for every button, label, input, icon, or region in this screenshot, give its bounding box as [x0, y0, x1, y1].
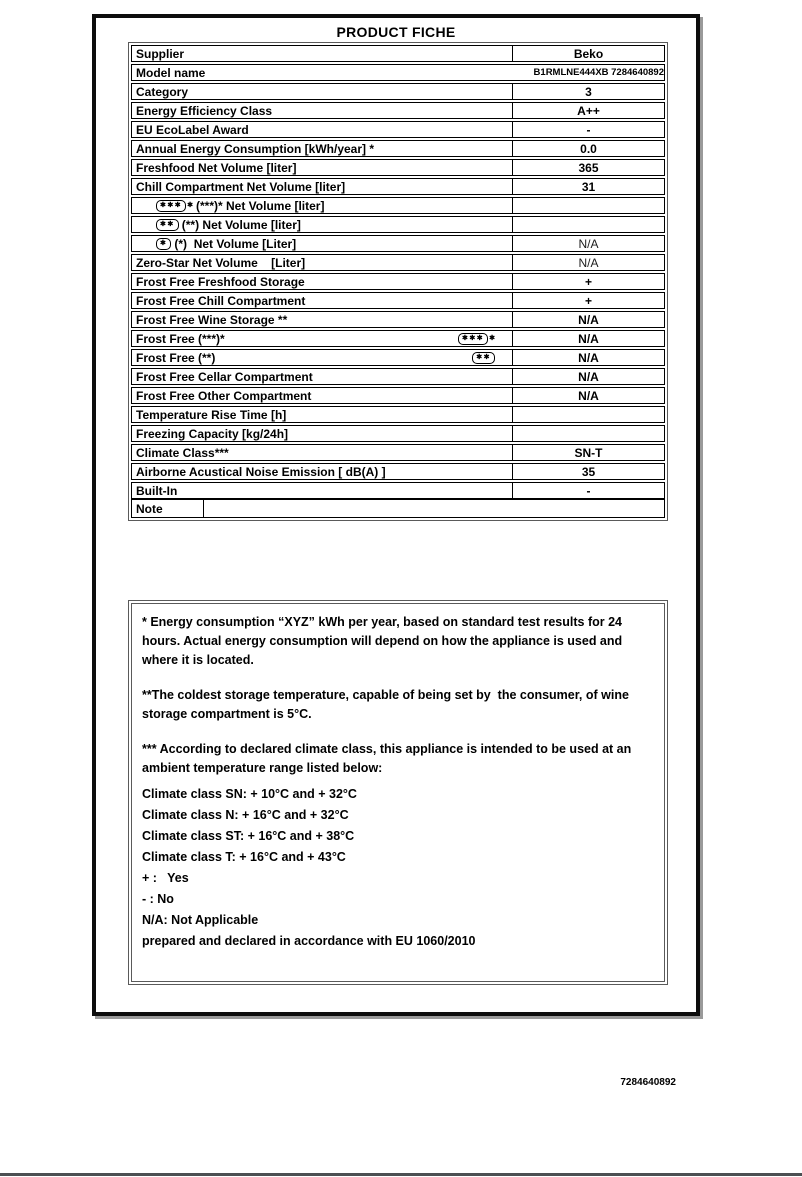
table-row: [131, 387, 665, 404]
freezer-star-pill: ✱✱: [472, 352, 495, 364]
table-row: [131, 102, 665, 119]
footnotes-box: [128, 600, 668, 985]
freezer-star-suffix-icon: ✱: [187, 201, 193, 209]
footnote-para-sm: *** According to declared climate class, this appliance is intended to be used at an ambient temperature range listed below:: [142, 742, 635, 775]
freezer-star-icon: [156, 219, 179, 231]
table-row: [131, 444, 665, 461]
row-value: N/A: [512, 236, 664, 251]
row-value: B1RMLNE444XB 7284640892: [533, 67, 664, 78]
table-row: [131, 216, 665, 233]
row-value: [512, 198, 664, 213]
row-label: [132, 331, 512, 346]
row-value: N/A: [512, 388, 664, 403]
row-label-text: Frost Free (***)*: [136, 331, 225, 346]
footnote-line: Climate class N: + 16°C and + 32°C: [142, 808, 349, 822]
page-bottom-edge: [0, 1173, 802, 1176]
row-label: [132, 274, 512, 289]
freezer-star-pill: ✱✱✱: [458, 333, 488, 345]
row-label-text: Energy Efficiency Class: [136, 103, 273, 118]
row-label: [132, 464, 512, 479]
footnote-line: + : Yes: [142, 871, 189, 885]
row-label: [132, 141, 512, 156]
row-label: [132, 445, 512, 460]
table-row: [131, 235, 665, 252]
row-label-text: Freezing Capacity [kg/24h]: [136, 426, 289, 441]
row-label: [132, 483, 512, 498]
row-label-text: Temperature Rise Time [h]: [136, 407, 287, 422]
note-row: [131, 499, 665, 518]
row-label-text: Frost Free Wine Storage **: [136, 312, 288, 327]
row-label-text: (**) Net Volume [liter]: [181, 217, 301, 232]
row-label-text: Frost Free Freshfood Storage: [136, 274, 305, 289]
freezer-star-pill: ✱✱: [156, 219, 179, 231]
row-value: SN-T: [512, 445, 664, 460]
row-label: [132, 179, 512, 194]
table-row: [131, 140, 665, 157]
table-row: [131, 254, 665, 271]
table-row: [131, 83, 665, 100]
row-value: +: [512, 274, 664, 289]
product-fiche-frame: [92, 14, 700, 1016]
row-label-text: Chill Compartment Net Volume [liter]: [136, 179, 346, 194]
row-label: [132, 350, 512, 365]
row-value: 31: [512, 179, 664, 194]
page-title: PRODUCT FICHE: [336, 24, 456, 40]
footnotes-content: [131, 603, 665, 982]
row-label-text: Freshfood Net Volume [liter]: [136, 160, 297, 175]
footnote-line: - : No: [142, 892, 174, 906]
table-row: [131, 311, 665, 328]
table-row: [131, 292, 665, 309]
note-label: Note: [132, 500, 204, 517]
row-label: [132, 426, 512, 441]
table-row: [131, 482, 665, 499]
footnote-line: N/A: Not Applicable: [142, 913, 259, 927]
row-label: [132, 293, 512, 308]
table-row: [131, 425, 665, 442]
document-number: 7284640892: [620, 1077, 676, 1088]
row-label-text: EU EcoLabel Award: [136, 122, 249, 137]
row-label-text: Frost Free Cellar Compartment: [136, 369, 313, 384]
row-value: 35: [512, 464, 664, 479]
row-value: [512, 217, 664, 232]
table-row: [131, 121, 665, 138]
row-value: 365: [512, 160, 664, 175]
row-label: [132, 407, 512, 422]
row-value: A++: [512, 103, 664, 118]
row-label-text: Built-In: [136, 483, 178, 498]
table-row: [131, 463, 665, 480]
row-label: [132, 369, 512, 384]
row-value: [512, 407, 664, 422]
table-row: [131, 273, 665, 290]
row-label-text: Airborne Acustical Noise Emission [ dB(A) ]: [136, 464, 386, 479]
row-label-text: Category: [136, 84, 189, 99]
row-value: -: [512, 483, 664, 498]
row-label: [132, 217, 512, 232]
row-label: [132, 312, 512, 327]
row-value: N/A: [512, 255, 664, 270]
row-label-text: Zero-Star Net Volume [Liter]: [136, 255, 306, 270]
footnote-line: Climate class SN: + 10°C and + 32°C: [142, 787, 357, 801]
table-row: [131, 64, 665, 81]
freezer-star-icon: [156, 238, 171, 250]
row-label-text: Climate Class***: [136, 445, 229, 460]
row-label: [132, 122, 512, 137]
freezer-star-pill: ✱✱✱: [156, 200, 186, 212]
row-label: [132, 84, 512, 99]
row-value: -: [512, 122, 664, 137]
table-row: [131, 159, 665, 176]
footnote-para: * Energy consumption “XYZ” kWh per year, based on standard test results for 24 hours. Actual energy consumption will depend on how the appliance is used and where it is located.: [142, 615, 626, 667]
row-value: [512, 426, 664, 441]
row-label: [132, 46, 512, 61]
row-value: N/A: [512, 369, 664, 384]
row-label-text: Frost Free Chill Compartment: [136, 293, 306, 308]
row-label-text: Supplier: [136, 46, 185, 61]
row-label-text: Frost Free Other Compartment: [136, 388, 312, 403]
footnote-para: **The coldest storage temperature, capable of being set by the consumer, of wine storage compartment is 5°C.: [142, 688, 633, 721]
row-label-text: (***)* Net Volume [liter]: [195, 198, 325, 213]
table-row: [131, 45, 665, 62]
row-value: N/A: [512, 331, 664, 346]
fiche-table: [128, 42, 668, 521]
row-label-text: Annual Energy Consumption [kWh/year] *: [136, 141, 375, 156]
row-label: [132, 255, 512, 270]
table-row: [131, 406, 665, 423]
row-label: [132, 198, 512, 213]
footnote-line: Climate class T: + 16°C and + 43°C: [142, 850, 346, 864]
fiche-table-rows: [131, 45, 665, 499]
row-label: [132, 236, 512, 251]
row-value: 3: [512, 84, 664, 99]
row-value: N/A: [512, 312, 664, 327]
footnote-line: Climate class ST: + 16°C and + 38°C: [142, 829, 355, 843]
freezer-star-pill: ✱: [156, 238, 171, 250]
row-label-text: Frost Free (**): [136, 350, 216, 365]
freezer-star-suffix-icon: ✱: [489, 334, 495, 342]
row-value: 0.0: [512, 141, 664, 156]
row-label: [132, 103, 512, 118]
table-row: [131, 178, 665, 195]
footnote-line: prepared and declared in accordance with EU 1060/2010: [142, 934, 476, 948]
row-label: [132, 65, 506, 80]
row-label: [132, 388, 512, 403]
note-value-empty: [204, 500, 664, 517]
row-label-text: Model name: [136, 65, 206, 80]
table-row: [131, 349, 665, 366]
table-row: [131, 330, 665, 347]
row-value: N/A: [512, 350, 664, 365]
row-value: +: [512, 293, 664, 308]
row-label: [132, 160, 512, 175]
table-row: [131, 197, 665, 214]
freezer-star-icon: [156, 200, 193, 212]
row-label-text: (*) Net Volume [Liter]: [174, 236, 297, 251]
freezer-star-icon: [472, 352, 495, 364]
table-row: [131, 368, 665, 385]
row-value: Beko: [512, 46, 664, 61]
freezer-star-icon: [458, 333, 495, 345]
